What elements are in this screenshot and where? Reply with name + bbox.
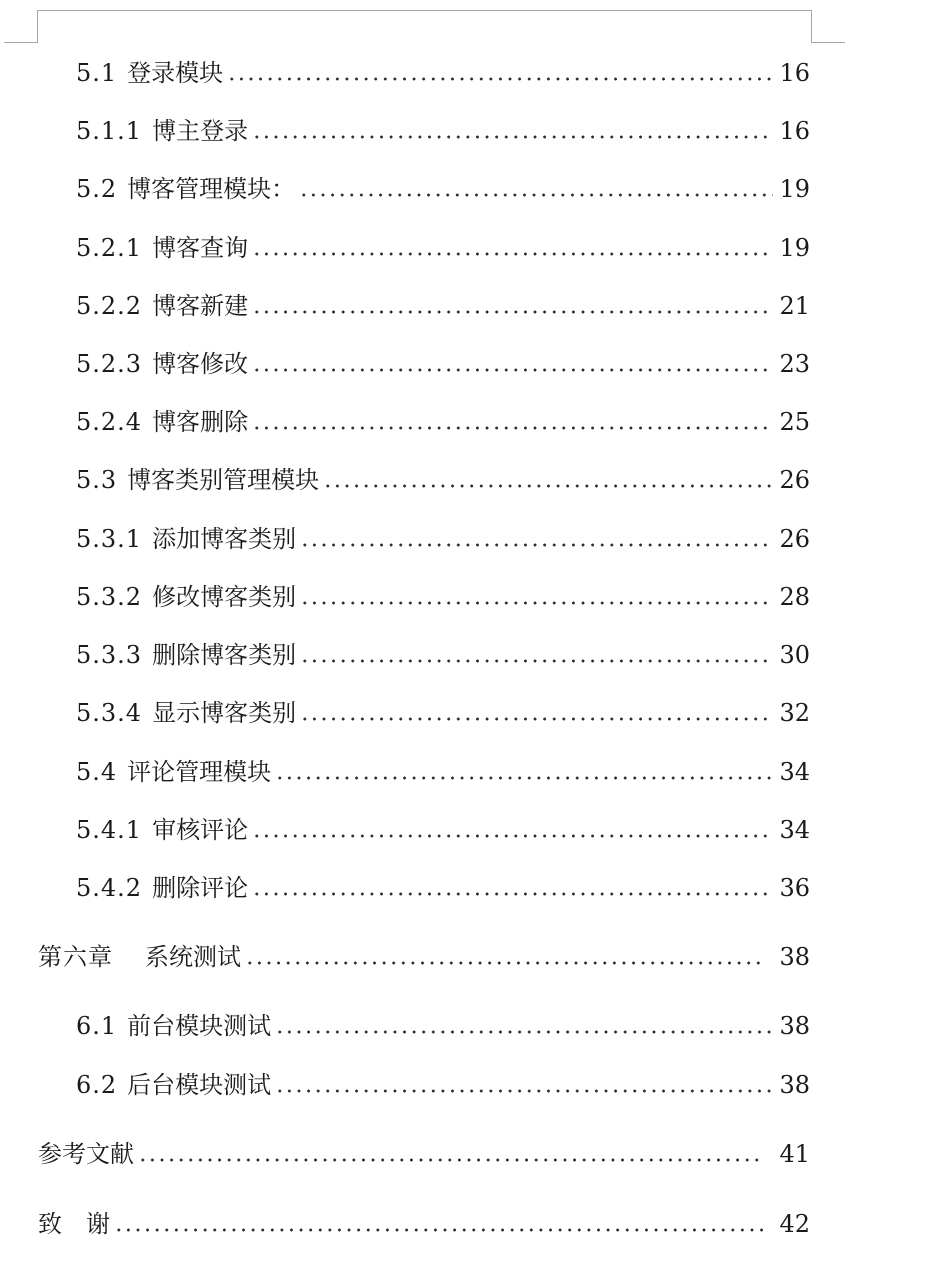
toc-entry[interactable] xyxy=(76,640,810,670)
toc-entry[interactable] xyxy=(76,524,810,554)
dot-leader xyxy=(323,484,773,488)
toc-entry-page: 38 xyxy=(779,1012,810,1040)
toc-entry-page: 32 xyxy=(779,699,810,727)
dot-leader xyxy=(252,310,773,314)
toc-entry-number: 5.1 xyxy=(76,59,118,87)
toc-entry-page: 23 xyxy=(779,350,810,378)
toc-entry-page: 21 xyxy=(779,292,810,320)
toc-entry-number: 5.4.1 xyxy=(76,816,143,844)
toc-entry-number: 5.3.3 xyxy=(76,641,143,669)
toc-entry-number: 5.3 xyxy=(76,466,118,494)
toc-chapter-entry[interactable] xyxy=(38,1209,810,1239)
dot-leader xyxy=(245,961,765,965)
toc-entry[interactable] xyxy=(76,58,810,88)
toc-entry-number: 5.1.1 xyxy=(76,117,143,145)
toc-entry-number: 5.4.2 xyxy=(76,874,143,902)
toc-entry-number: 5.2.3 xyxy=(76,350,143,378)
toc-entry-title: 参考文献 xyxy=(38,1140,134,1168)
toc-entry-title: 博主登录 xyxy=(152,117,249,145)
toc-entry-page: 16 xyxy=(779,117,810,145)
toc-entry-title: 删除评论 xyxy=(152,874,249,902)
toc-entry[interactable] xyxy=(76,174,810,204)
dot-leader xyxy=(275,776,773,780)
toc-entry-page: 16 xyxy=(779,59,810,87)
toc-entry-title: 评论管理模块 xyxy=(127,758,272,786)
toc-entry-number: 5.3.4 xyxy=(76,699,143,727)
dot-leader xyxy=(252,135,773,139)
toc-entry-number: 第六章 xyxy=(38,943,113,971)
toc-entry[interactable] xyxy=(76,698,810,728)
toc-entry-page: 38 xyxy=(779,943,810,971)
toc-entry[interactable] xyxy=(76,757,810,787)
dot-leader xyxy=(114,1228,765,1232)
toc-entry-title: 致 谢 xyxy=(38,1210,110,1238)
dot-leader xyxy=(300,601,773,605)
dot-leader xyxy=(252,252,773,256)
toc-entry[interactable] xyxy=(76,1070,810,1100)
toc-entry-number: 6.2 xyxy=(76,1071,118,1099)
toc-entry-page: 38 xyxy=(779,1071,810,1099)
toc-entry-number: 5.4 xyxy=(76,758,118,786)
toc-entry-page: 36 xyxy=(779,874,810,902)
toc-entry-title: 后台模块测试 xyxy=(127,1071,272,1099)
toc-entry-title: 博客类别管理模块 xyxy=(127,466,320,494)
toc-entry-title: 博客修改 xyxy=(152,350,249,378)
dot-leader xyxy=(300,659,773,663)
toc-entry-title: 前台模块测试 xyxy=(127,1012,272,1040)
toc-entry-page: 41 xyxy=(779,1140,810,1168)
toc-entry-page: 26 xyxy=(779,466,810,494)
dot-leader xyxy=(227,77,773,81)
dot-leader xyxy=(252,426,773,430)
toc-entry-title: 审核评论 xyxy=(152,816,249,844)
toc-entry-title: 博客删除 xyxy=(152,408,249,436)
toc-entry-title: 登录模块 xyxy=(127,59,224,87)
toc-entry-number: 5.2.4 xyxy=(76,408,143,436)
dot-leader xyxy=(138,1158,765,1162)
toc-entry[interactable] xyxy=(76,349,810,379)
toc-chapter-entry[interactable] xyxy=(38,1139,810,1169)
dot-leader xyxy=(252,368,773,372)
toc-entry[interactable] xyxy=(76,1011,810,1041)
toc-entry-number: 6.1 xyxy=(76,1012,118,1040)
toc-entry-page: 28 xyxy=(779,583,810,611)
toc-entry[interactable] xyxy=(76,465,810,495)
toc-entry-page: 19 xyxy=(779,175,810,203)
toc-entry-page: 34 xyxy=(779,816,810,844)
toc-entry-title: 博客查询 xyxy=(152,234,249,262)
toc-entry-number: 5.2.2 xyxy=(76,292,143,320)
toc-entry[interactable] xyxy=(76,291,810,321)
toc-entry-title: 修改博客类别 xyxy=(152,583,297,611)
toc-entry-page: 30 xyxy=(779,641,810,669)
toc-entry[interactable] xyxy=(76,116,810,146)
toc-entry-page: 19 xyxy=(779,234,810,262)
dot-leader xyxy=(299,193,773,197)
toc-entry-title: 系统测试 xyxy=(145,943,241,971)
toc-entry-number: 5.2.1 xyxy=(76,234,143,262)
toc-entry-title: 博客管理模块： xyxy=(127,175,296,203)
dot-leader xyxy=(300,717,773,721)
toc-entry-number: 5.2 xyxy=(76,175,118,203)
toc-chapter-entry[interactable] xyxy=(38,942,810,972)
dot-leader xyxy=(300,543,773,547)
toc-entry-page: 26 xyxy=(779,525,810,553)
toc-entry-title: 删除博客类别 xyxy=(152,641,297,669)
toc-entry-title: 添加博客类别 xyxy=(152,525,297,553)
toc-entry[interactable] xyxy=(76,873,810,903)
toc-entry[interactable] xyxy=(76,233,810,263)
toc-entry-title: 博客新建 xyxy=(152,292,249,320)
toc-entry-title: 显示博客类别 xyxy=(152,699,297,727)
dot-leader xyxy=(252,892,773,896)
toc-entry-number: 5.3.1 xyxy=(76,525,143,553)
toc-entry[interactable] xyxy=(76,815,810,845)
dot-leader xyxy=(275,1030,773,1034)
dot-leader xyxy=(252,834,773,838)
toc-entry-page: 25 xyxy=(779,408,810,436)
toc-entry-number: 5.3.2 xyxy=(76,583,143,611)
toc-entry[interactable] xyxy=(76,407,810,437)
toc-entry-page: 42 xyxy=(779,1210,810,1238)
dot-leader xyxy=(275,1089,773,1093)
toc-entry[interactable] xyxy=(76,582,810,612)
toc-entry-page: 34 xyxy=(779,758,810,786)
